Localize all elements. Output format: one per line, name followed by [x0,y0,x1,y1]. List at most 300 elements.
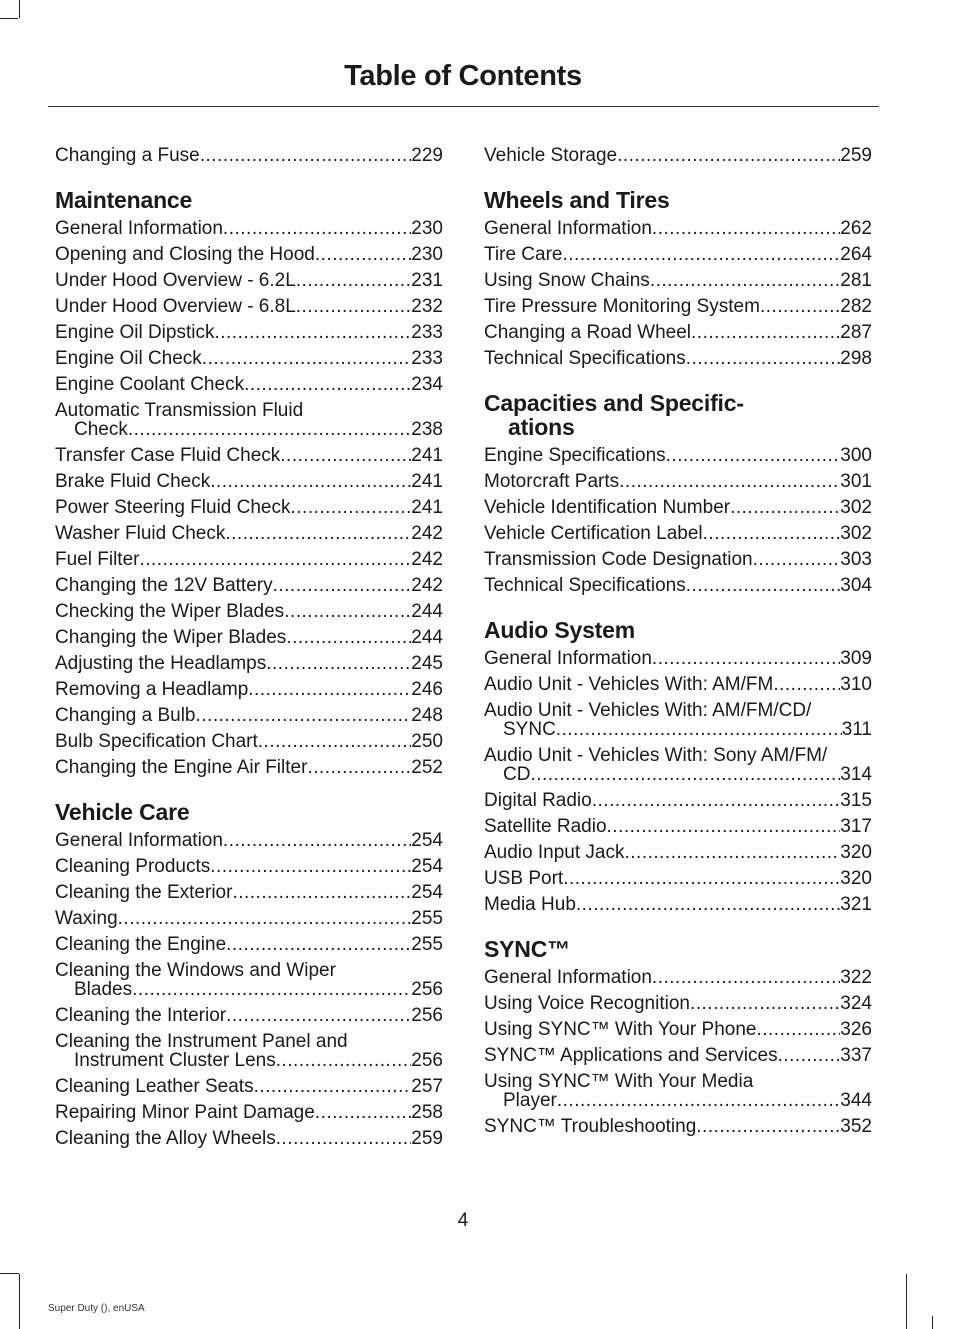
leader-dots [132,980,411,999]
toc-entry-title: Tire Pressure Monitoring System [484,296,760,317]
toc-entry-page: 287 [840,322,872,343]
toc-entry-page: 344 [840,1090,872,1111]
toc-entry-line [55,375,443,394]
toc-entry-page: 245 [411,653,443,674]
leader-dots [139,550,411,569]
toc-group [55,831,443,1148]
leader-dots [703,524,841,543]
page-title: Table of Contents [344,60,582,92]
toc-entry-line [55,680,443,699]
toc-entry-line [484,550,872,569]
toc-entry[interactable] [55,323,443,342]
leader-dots [607,817,841,836]
toc-entry-line [484,675,872,694]
toc-entry[interactable] [55,524,443,543]
toc-entry-line [484,895,872,914]
toc-entry[interactable] [484,498,872,517]
toc-entry-line [55,297,443,316]
leader-dots [650,271,840,290]
section-heading [484,391,872,439]
toc-entry-title-first-line: Audio Unit - Vehicles With: AM/FM/CD/ [484,700,812,721]
toc-entry-page: 314 [840,764,872,785]
toc-entry-page: 241 [411,497,443,518]
toc-entry[interactable] [484,701,872,739]
toc-entry[interactable] [55,245,443,264]
toc-entry-line [55,420,443,439]
toc-entry[interactable] [484,576,872,595]
toc-entry[interactable] [55,654,443,673]
toc-entry[interactable] [484,245,872,264]
crop-mark [0,1273,19,1274]
toc-entry[interactable] [55,961,443,999]
toc-entry-line [484,1117,872,1136]
toc-entry[interactable] [55,758,443,777]
leader-dots [280,446,411,465]
toc-entry[interactable] [55,219,443,238]
leader-dots [666,446,841,465]
toc-entry-page: 256 [411,1005,443,1026]
toc-entry-page: 250 [411,731,443,752]
toc-entry-title: Motorcraft Parts [484,471,620,492]
toc-entry-page: 233 [411,348,443,369]
toc-entry-page: 309 [840,648,872,669]
toc-entry-page: 302 [840,497,872,518]
toc-entry-page: 255 [411,908,443,929]
toc-entry-line [484,146,872,165]
title-divider [48,106,879,107]
toc-entry-title: Technical Specifications [484,348,686,369]
toc-entry[interactable] [55,1077,443,1096]
toc-entry-title: Using Snow Chains [484,270,650,291]
toc-entry-title: Check [74,419,128,440]
toc-entry-page: 282 [840,296,872,317]
toc-entry-page: 254 [411,856,443,877]
toc-entry[interactable] [484,524,872,543]
section-heading: Vehicle Care [55,799,190,825]
toc-entry-title: SYNC™ Applications and Services [484,1045,778,1066]
page-number: 4 [457,1210,469,1231]
toc-entry-title: Under Hood Overview - 6.2L [55,270,296,291]
toc-entry-line [55,706,443,725]
toc-entry-page: 304 [840,575,872,596]
toc-entry[interactable] [55,472,443,491]
toc-entry-page: 252 [411,757,443,778]
toc-entry[interactable] [55,375,443,394]
toc-entry-line [55,1077,443,1096]
toc-entry-title: Cleaning the Engine [55,934,227,955]
toc-entry-line [484,271,872,290]
toc-entry-title: Blades [74,979,133,1000]
leader-dots [244,375,411,394]
toc-entry-title: Vehicle Storage [484,145,618,166]
toc-entry[interactable] [55,401,443,439]
toc-entry[interactable] [55,857,443,876]
toc-entry-line [55,1129,443,1148]
leader-dots [118,909,412,928]
toc-entry-page: 230 [411,218,443,239]
toc-entry-line [55,498,443,517]
toc-entry[interactable] [55,831,443,850]
toc-entry-line [55,219,443,238]
toc-entry-title: Engine Oil Check [55,348,202,369]
leader-dots [223,219,411,238]
toc-entry-page: 302 [840,523,872,544]
toc-entry-title: General Information [55,830,223,851]
toc-entry-title: Audio Input Jack [484,842,625,863]
toc-entry-line [484,1091,872,1110]
toc-entry[interactable] [484,968,872,987]
toc-entry-page: 324 [840,993,872,1014]
toc-entry-title: Using Voice Recognition [484,993,690,1014]
toc-entry[interactable] [55,146,443,165]
toc-entry-line [55,654,443,673]
leader-dots [530,765,840,784]
toc-entry-line [55,576,443,595]
leader-dots [128,420,411,439]
toc-entry-title: Bulb Specification Chart [55,731,258,752]
toc-entry[interactable] [484,271,872,290]
toc-entry-page: 321 [840,894,872,915]
toc-entry-title: Changing a Road Wheel [484,322,692,343]
toc-entry[interactable] [484,746,872,784]
toc-entry-page: 246 [411,679,443,700]
toc-entry[interactable] [484,675,872,694]
leader-dots [296,271,412,290]
leader-dots [557,1091,840,1110]
toc-entry-title: Vehicle Identification Number [484,497,731,518]
toc-entry[interactable] [55,1006,443,1025]
toc-entry-page: 254 [411,882,443,903]
toc-entry[interactable] [484,994,872,1013]
toc-group [484,146,872,165]
toc-entry-page: 248 [411,705,443,726]
toc-entry-line [484,968,872,987]
toc-group [484,446,872,595]
leader-dots [773,675,840,694]
toc-entry[interactable] [55,349,443,368]
leader-dots [556,720,842,739]
toc-entry[interactable] [484,550,872,569]
toc-entry-page: 230 [411,244,443,265]
section-heading: Maintenance [55,187,193,213]
toc-entry-title: Cleaning the Exterior [55,882,233,903]
toc-entry[interactable] [55,628,443,647]
toc-entry-line [484,245,872,264]
toc-group [484,219,872,368]
toc-entry-page: 298 [840,348,872,369]
toc-entry-page: 244 [411,627,443,648]
toc-entry-title: Cleaning the Interior [55,1005,227,1026]
toc-entry[interactable] [484,843,872,862]
toc-entry-title: Media Hub [484,894,576,915]
toc-entry-title: Technical Specifications [484,575,686,596]
toc-entry-line [484,576,872,595]
leader-dots [617,146,840,165]
toc-entry-line [55,628,443,647]
toc-entry-page: 303 [840,549,872,570]
toc-entry-title: Opening and Closing the Hood [55,244,315,265]
toc-entry-page: 233 [411,322,443,343]
toc-entry[interactable] [55,271,443,290]
toc-entry[interactable] [55,706,443,725]
leader-dots [276,1129,412,1148]
toc-entry-page: 241 [411,471,443,492]
toc-entry-title: General Information [55,218,223,239]
toc-entry-line [55,146,443,165]
toc-group [484,968,872,1136]
toc-entry[interactable] [55,1032,443,1070]
toc-entry-line [55,323,443,342]
toc-entry-page: 310 [840,674,872,695]
toc-entry-line [55,245,443,264]
footer-text: Super Duty (), enUSA [48,1303,145,1314]
toc-entry-page: 234 [411,374,443,395]
leader-dots [226,1006,411,1025]
toc-entry-title: Brake Fluid Check [55,471,211,492]
toc-entry-title: SYNC™ Troubleshooting [484,1116,697,1137]
toc-entry-page: 255 [411,934,443,955]
toc-entry-page: 320 [840,842,872,863]
toc-entry[interactable] [55,297,443,316]
toc-entry-title: Power Steering Fluid Check [55,497,291,518]
toc-entry-title-first-line: Cleaning the Instrument Panel and [55,1031,348,1052]
toc-entry[interactable] [55,1103,443,1122]
toc-entry-page: 242 [411,523,443,544]
toc-entry[interactable] [484,472,872,491]
toc-entry[interactable] [55,550,443,569]
toc-entry-title: Vehicle Certification Label [484,523,703,544]
toc-entry[interactable] [484,1117,872,1136]
toc-entry-line [484,869,872,888]
toc-entry-line [55,732,443,751]
leader-dots [258,732,412,751]
crop-mark [0,18,18,19]
toc-entry-line [484,843,872,862]
toc-entry-line [55,524,443,543]
toc-entry-page: 352 [840,1116,872,1137]
toc-entry[interactable] [484,869,872,888]
leader-dots [291,498,412,517]
section-heading-line: ations [508,414,575,440]
toc-entry[interactable] [484,219,872,238]
toc-entry-title-first-line: Cleaning the Windows and Wiper [55,960,336,981]
leader-dots [592,791,841,810]
leader-dots [307,758,411,777]
leader-dots [276,1051,412,1070]
toc-entry-line [484,649,872,668]
leader-dots [254,1077,412,1096]
toc-entry-title: SYNC [503,719,556,740]
crop-mark [19,0,20,18]
toc-entry-page: 326 [840,1019,872,1040]
toc-entry-line [484,446,872,465]
toc-entry-line [55,909,443,928]
toc-entry-title: Engine Oil Dipstick [55,322,215,343]
leader-dots [760,297,840,316]
toc-entry[interactable] [55,498,443,517]
toc-entry-line [55,883,443,902]
leader-dots [200,146,412,165]
toc-entry-line [55,271,443,290]
toc-column-left [55,146,443,1155]
crop-mark [932,1316,933,1329]
toc-entry-page: 242 [411,549,443,570]
leader-dots [315,245,411,264]
toc-entry[interactable] [55,732,443,751]
leader-dots [225,524,411,543]
toc-entry-title: Adjusting the Headlamps [55,653,267,674]
toc-entry-title: Audio Unit - Vehicles With: AM/FM [484,674,774,695]
crop-mark [906,1274,907,1329]
toc-entry[interactable] [55,602,443,621]
toc-entry[interactable] [484,1020,872,1039]
toc-entry-page: 300 [840,445,872,466]
toc-entry-title: Using SYNC™ With Your Phone [484,1019,757,1040]
toc-column-right [484,146,872,1143]
toc-entry-line [55,758,443,777]
toc-entry-line [484,765,872,784]
leader-dots [730,498,840,517]
toc-entry-line [55,550,443,569]
toc-entry-page: 311 [841,719,872,740]
toc-entry-title: Player [503,1090,557,1111]
toc-entry-page: 258 [411,1102,443,1123]
leader-dots [214,323,411,342]
toc-entry-title: Washer Fluid Check [55,523,226,544]
toc-entry-title: Digital Radio [484,790,592,811]
leader-dots [686,576,841,595]
toc-entry-title: Cleaning Leather Seats [55,1076,254,1097]
leader-dots [619,472,840,491]
toc-entry-line [484,1046,872,1065]
toc-entry-line [484,498,872,517]
toc-entry[interactable] [484,297,872,316]
leader-dots [315,1103,412,1122]
toc-entry-title: General Information [484,967,652,988]
leader-dots [296,297,412,316]
toc-entry-page: 322 [840,967,872,988]
toc-entry[interactable] [484,1046,872,1065]
toc-entry-page: 232 [411,296,443,317]
toc-entry[interactable] [55,576,443,595]
toc-entry[interactable] [55,1129,443,1148]
toc-entry-title: Checking the Wiper Blades [55,601,285,622]
toc-entry-title: Transfer Case Fluid Check [55,445,281,466]
leader-dots [266,654,411,673]
toc-entry-title: Changing the Engine Air Filter [55,757,308,778]
toc-entry[interactable] [55,883,443,902]
toc-entry-title: Cleaning the Alloy Wheels [55,1128,276,1149]
toc-entry-page: 301 [840,471,872,492]
toc-entry[interactable] [484,649,872,668]
section-heading: Audio System [484,617,635,643]
toc-entry-title-first-line: Audio Unit - Vehicles With: Sony AM/FM/ [484,745,828,766]
leader-dots [196,706,412,725]
toc-entry-title-first-line: Using SYNC™ With Your Media [484,1071,754,1092]
toc-entry-title: Satellite Radio [484,816,607,837]
leader-dots [273,576,412,595]
leader-dots [686,349,841,368]
toc-entry-page: 241 [411,445,443,466]
toc-entry[interactable] [484,146,872,165]
toc-entry-line [55,602,443,621]
toc-entry-page: 281 [840,270,872,291]
leader-dots [696,1117,840,1136]
toc-entry-line [55,831,443,850]
leader-dots [232,883,411,902]
toc-entry-line [484,791,872,810]
toc-entry[interactable] [484,791,872,810]
toc-entry[interactable] [55,446,443,465]
toc-entry-line [484,219,872,238]
leader-dots [210,857,411,876]
toc-entry[interactable] [484,349,872,368]
toc-entry-page: 264 [840,244,872,265]
toc-entry-line [484,349,872,368]
toc-entry-title: Fuel Filter [55,549,140,570]
toc-entry-title: Repairing Minor Paint Damage [55,1102,315,1123]
leader-dots [562,245,840,264]
leader-dots [756,1020,840,1039]
toc-entry[interactable] [484,817,872,836]
leader-dots [778,1046,841,1065]
toc-entry-line [484,323,872,342]
toc-group [55,219,443,777]
toc-entry[interactable] [484,1072,872,1110]
leader-dots [248,680,411,699]
toc-entry-line [484,472,872,491]
toc-entry-title: Engine Coolant Check [55,374,245,395]
toc-entry-line [484,720,872,739]
toc-entry-line [55,857,443,876]
toc-entry-title: Removing a Headlamp [55,679,249,700]
toc-entry-title: Instrument Cluster Lens [74,1050,276,1071]
toc-entry-line [484,1020,872,1039]
toc-entry-page: 259 [411,1128,443,1149]
toc-entry[interactable] [484,895,872,914]
toc-entry-line [484,297,872,316]
leader-dots [210,472,411,491]
toc-entry-page: 257 [411,1076,443,1097]
toc-entry-title: Cleaning Products [55,856,211,877]
leader-dots [576,895,840,914]
toc-entry-page: 238 [411,419,443,440]
toc-entry-page: 337 [840,1045,872,1066]
leader-dots [624,843,840,862]
section-heading: Wheels and Tires [484,187,670,213]
toc-entry-page: 317 [840,816,872,837]
toc-entry-title: Changing the Wiper Blades [55,627,287,648]
toc-entry-page: 242 [411,575,443,596]
leader-dots [652,968,840,987]
toc-entry-title: Transmission Code Designation [484,549,753,570]
leader-dots [652,649,840,668]
toc-entry[interactable] [55,935,443,954]
toc-entry-title: Changing a Bulb [55,705,196,726]
leader-dots [226,935,411,954]
leader-dots [563,869,840,888]
leader-dots [223,831,411,850]
toc-entry-title: Changing a Fuse [55,145,200,166]
toc-entry-page: 231 [411,270,443,291]
toc-entry-line [55,349,443,368]
toc-entry-title: Tire Care [484,244,563,265]
section-heading-line: Capacities and Specific- [484,390,744,416]
toc-entry[interactable] [55,680,443,699]
toc-entry[interactable] [484,446,872,465]
toc-entry[interactable] [484,323,872,342]
toc-entry[interactable] [55,909,443,928]
